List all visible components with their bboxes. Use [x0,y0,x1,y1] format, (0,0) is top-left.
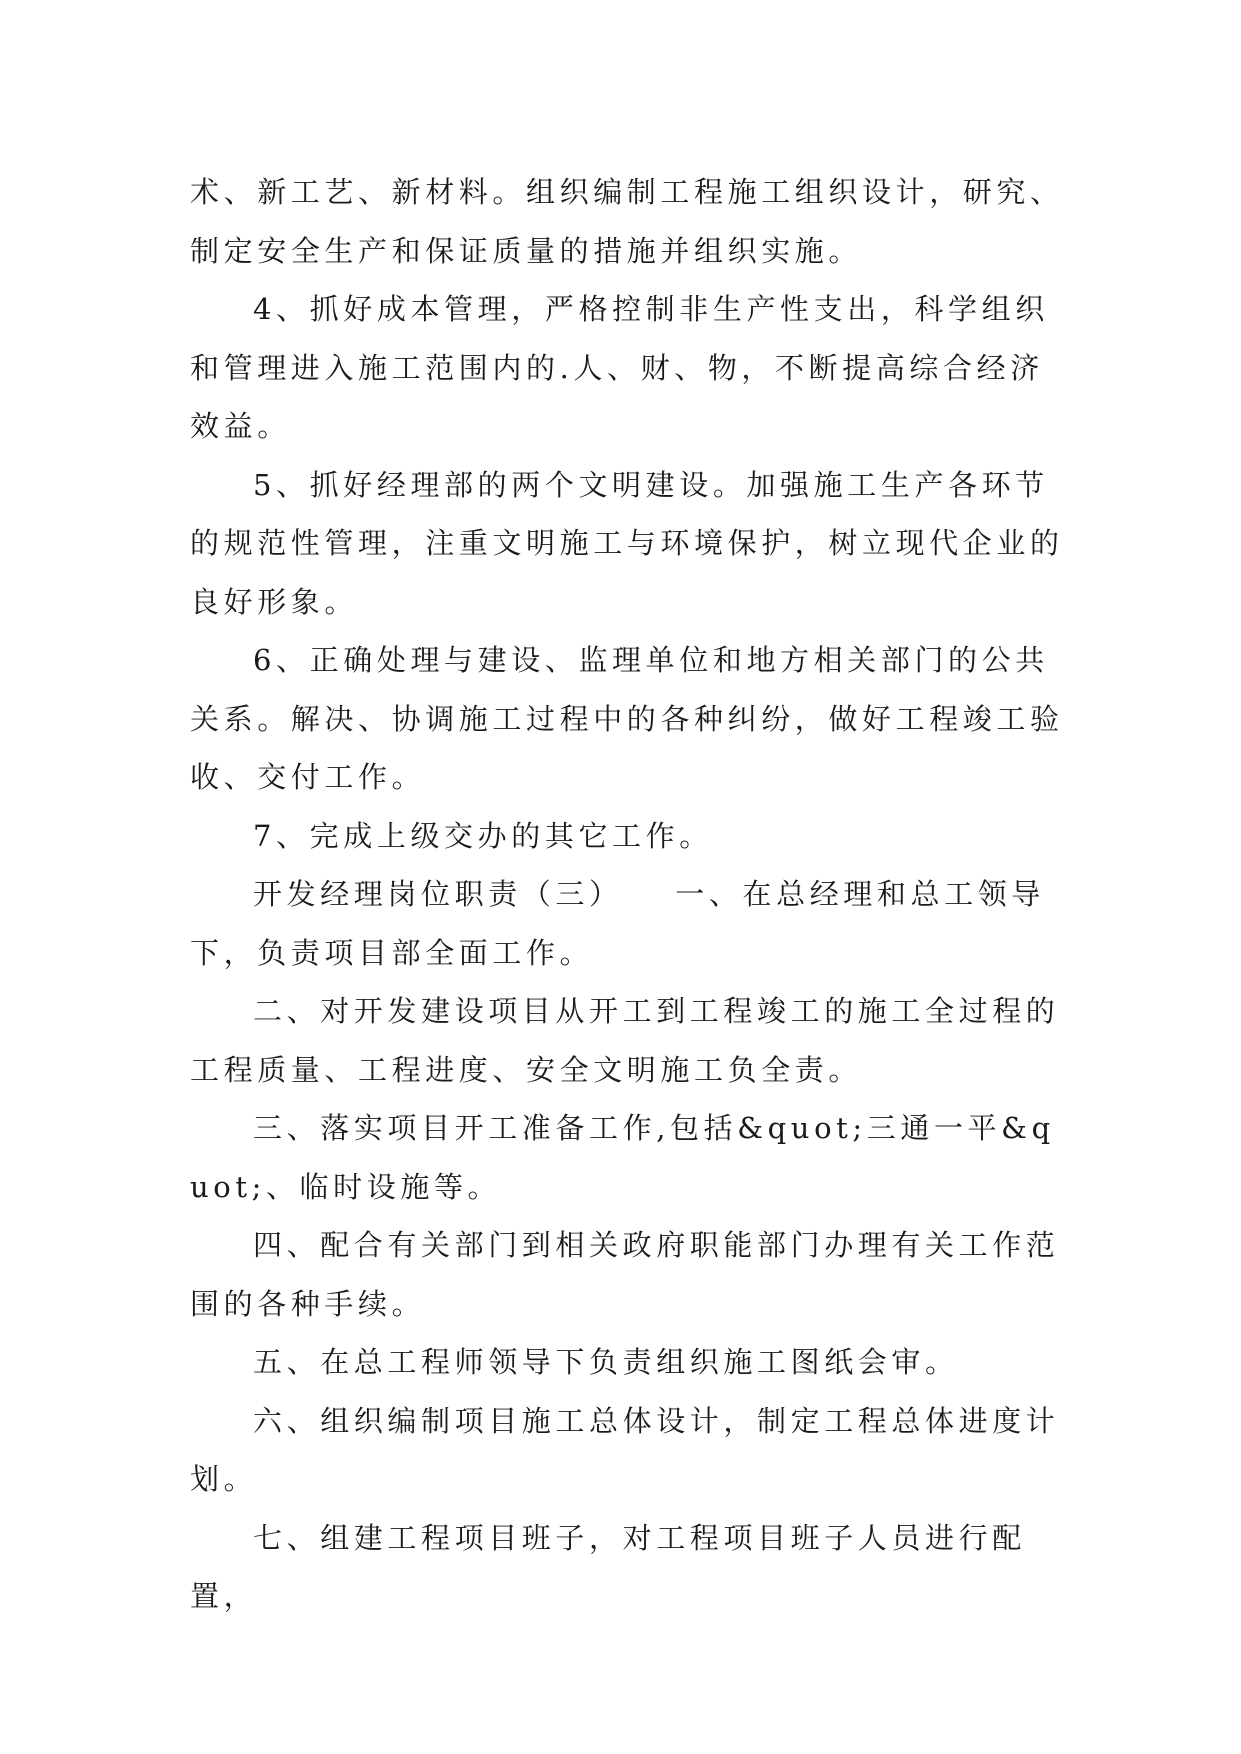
document-body [190,163,1070,1626]
paragraph-1: 术、新工艺、新材料。组织编制工程施工组织设计，研究、制定安全生产和保证质量的措施并组织实施。 [190,175,1064,268]
paragraph-8: 三、落实项目开工准备工作,包括&quot;三通一平&quot;、临时设施等。 [190,1111,1055,1204]
paragraph-10: 五、在总工程师领导下负责组织施工图纸会审。 [253,1345,959,1379]
paragraph-2: 4、抓好成本管理，严格控制非生产性支出，科学组织和管理进入施工范围内的.人、财、物，不断提高综合经济效益。 [190,292,1049,443]
paragraph-9: 四、配合有关部门到相关政府职能部门办理有关工作范围的各种手续。 [190,1228,1060,1321]
paragraph-4: 6、正确处理与建设、监理单位和地方相关部门的公共关系。解决、协调施工过程中的各种纠纷，做好工程竣工验收、交付工作。 [190,643,1064,794]
paragraph-3: 5、抓好经理部的两个文明建设。加强施工生产各环节的规范性管理，注重文明施工与环境保护，树立现代企业的良好形象。 [190,467,1064,619]
paragraph-12: 七、组建工程项目班子，对工程项目班子人员进行配置， [190,1520,1026,1613]
paragraph-6: 开发经理岗位职责（三） 一、在总经理和总工领导下，负责项目部全面工作。 [190,877,1045,970]
paragraph-5: 7、完成上级交办的其它工作。 [253,818,713,853]
paragraph-7: 二、对开发建设项目从开工到工程竣工的施工全过程的工程质量、工程进度、安全文明施工负全责。 [190,994,1060,1087]
paragraph-11: 六、组织编制项目施工总体设计，制定工程总体进度计划。 [190,1403,1060,1496]
